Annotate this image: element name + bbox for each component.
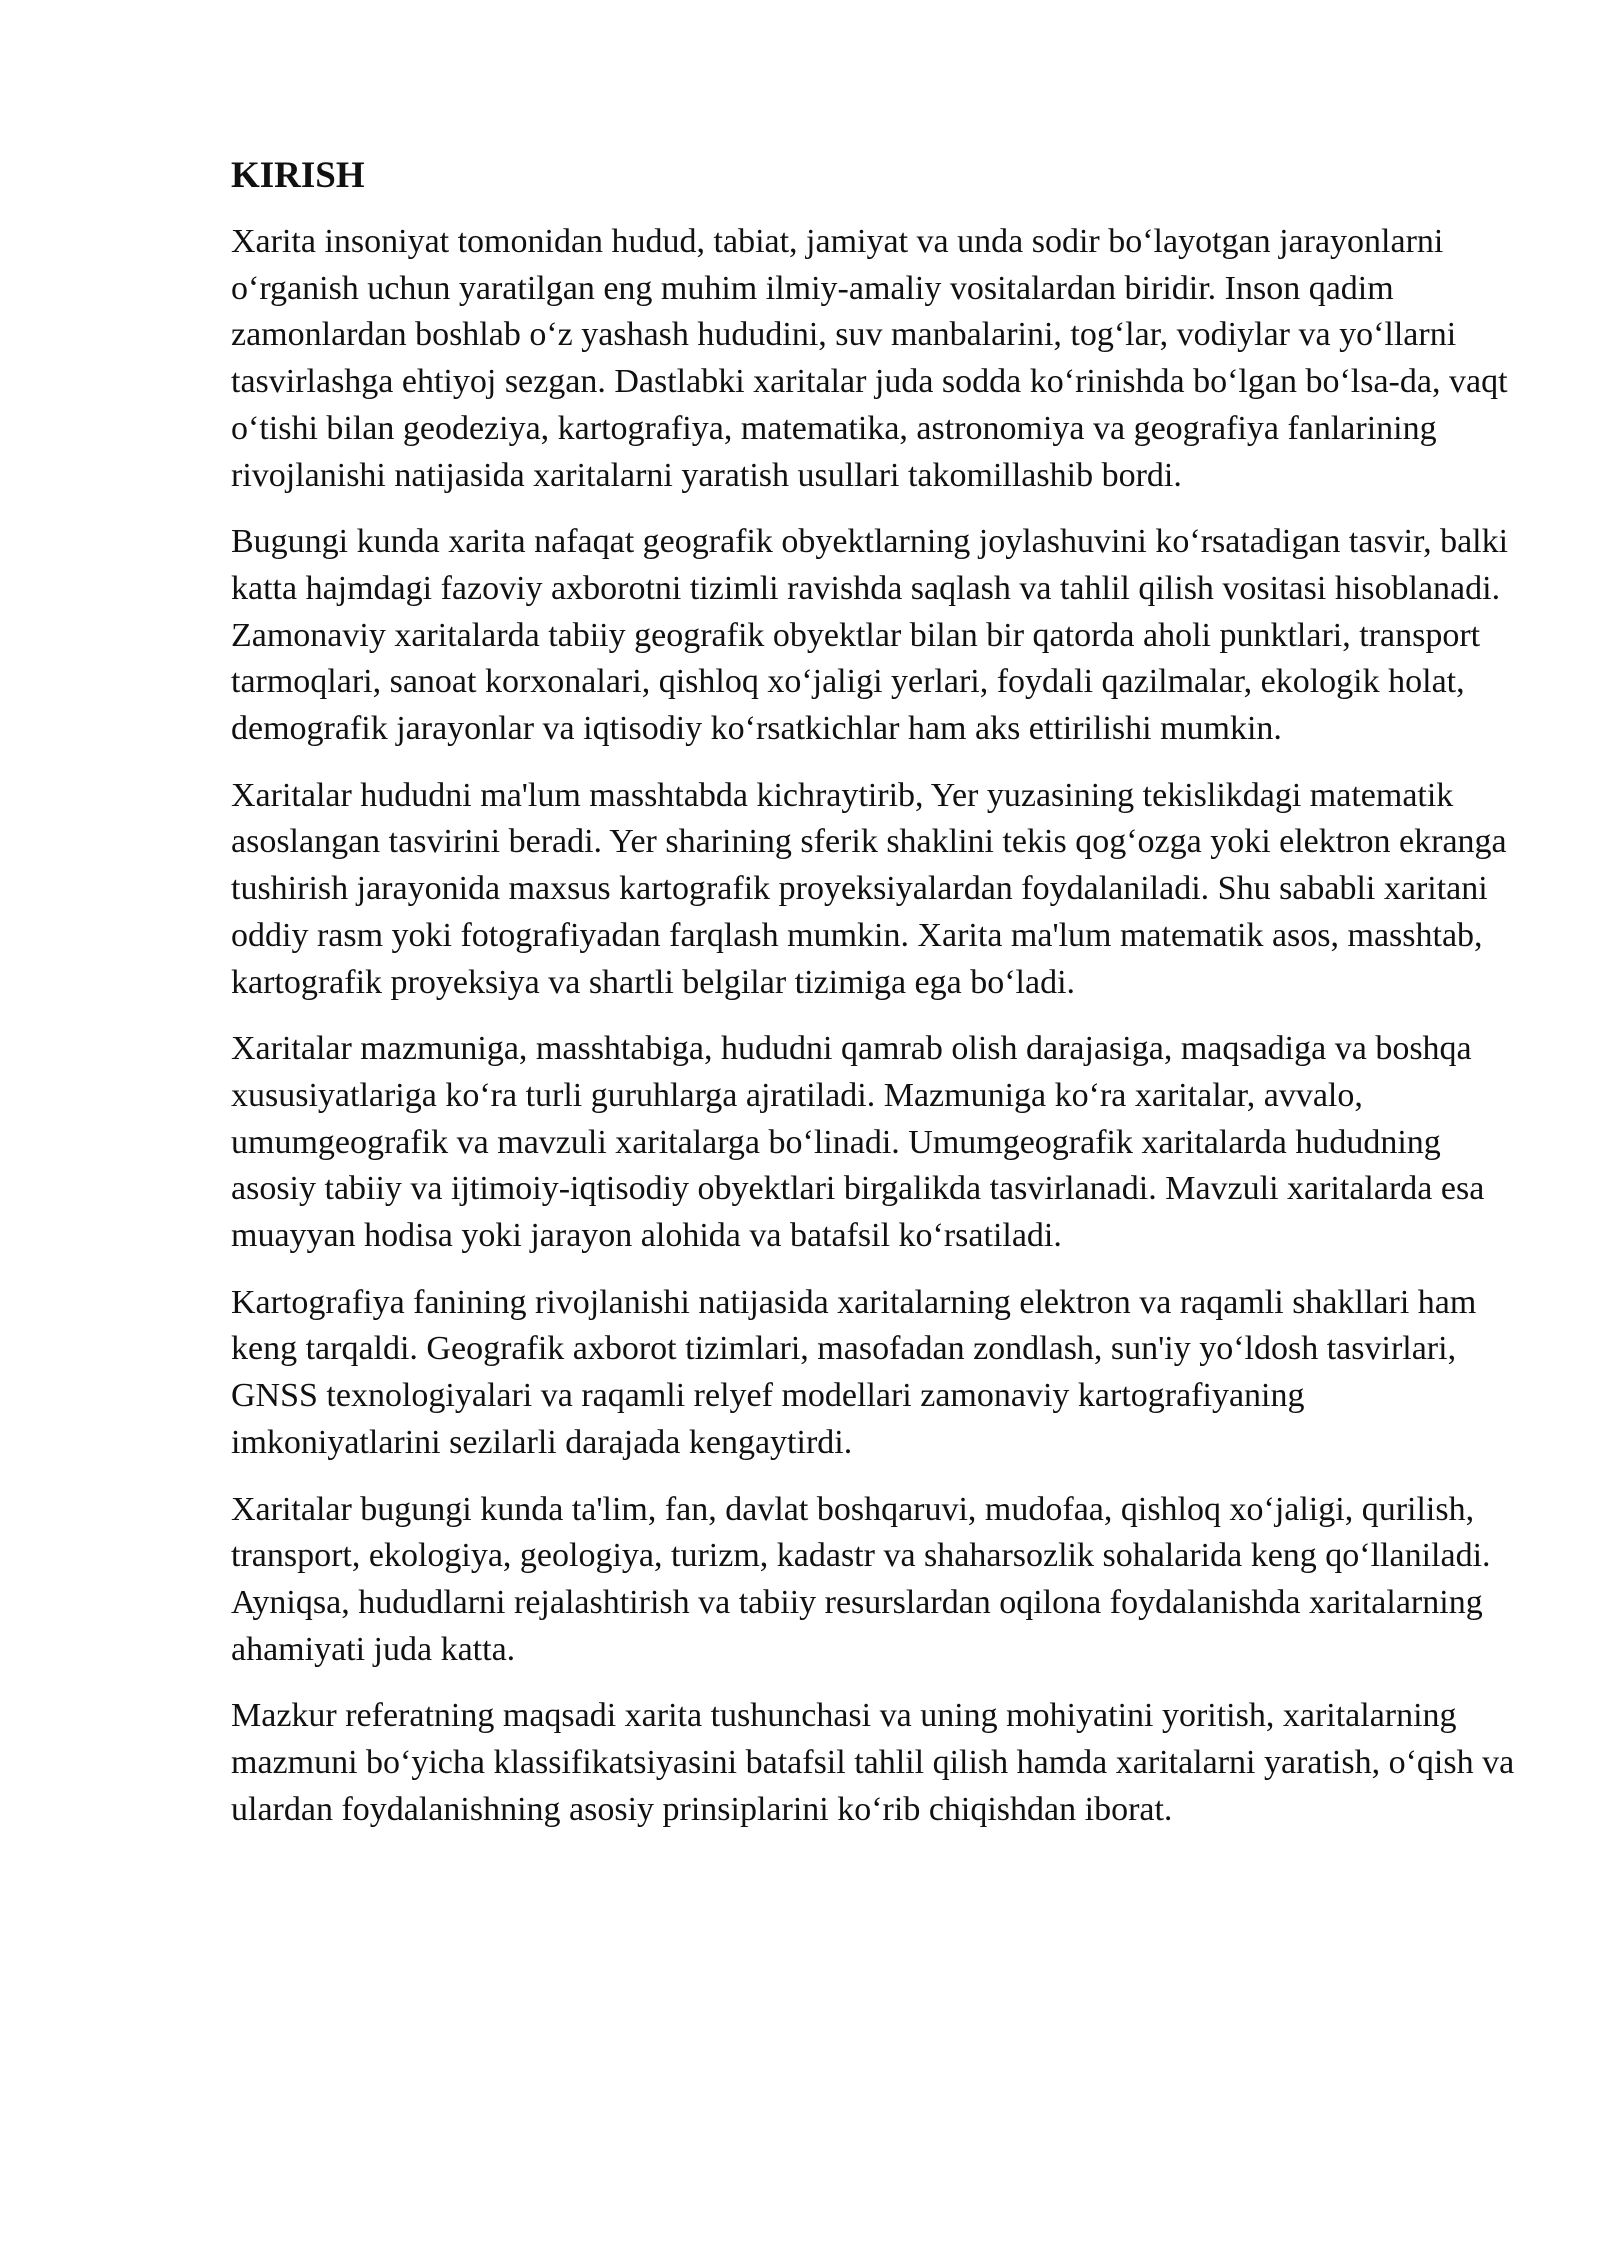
- paragraph-2: Bugungi kunda xarita nafaqat geografik obyektlarning joylashuvini ko‘rsatadigan tasvir, balki katta hajmdagi fazoviy axborotni tizimli ravishda saqlash va tahlil qilish vositasi hisoblanadi. Zamonaviy xaritalarda tabiiy geografik obyektlar bilan bir qatorda aholi punktlari, transport tarmoqlari, sanoat korxonalari, qishloq xo‘jaligi yerlari, foydali qazilmalar, ekologik holat, demografik jarayonlar va iqtisodiy ko‘rsatkichlar ham aks ettirilishi mumkin.: [231, 523, 1509, 748]
- document-body: [231, 152, 1521, 1854]
- paragraph-6: Xaritalar bugungi kunda ta'lim, fan, davlat boshqaruvi, mudofaa, qishloq xo‘jaligi, qurilish, transport, ekologiya, geologiya, turizm, kadastr va shaharsozlik sohalarida keng qo‘llaniladi. Ayniqsa, hududlarni rejalashtirish va tabiiy resurslardan oqilona foydalanishda xaritalarning ahamiyati juda katta.: [231, 1490, 1491, 1668]
- paragraph-4: Xaritalar mazmuniga, masshtabiga, hududni qamrab olish darajasiga, maqsadiga va boshqa xususiyatlariga ko‘ra turli guruhlarga ajratiladi. Mazmuniga ko‘ra xaritalar, avvalo, umumgeografik va mavzuli xaritalarga bo‘linadi. Umumgeografik xaritalarda hududning asosiy tabiiy va ijtimoiy-iqtisodiy obyektlari birgalikda tasvirlanadi. Mavzuli xaritalarda esa muayyan hodisa yoki jarayon alohida va batafsil ko‘rsatiladi.: [231, 1030, 1485, 1255]
- paragraph-1: Xarita insoniyat tomonidan hudud, tabiat, jamiyat va unda sodir bo‘layotgan jarayonlarni o‘rganish uchun yaratilgan eng muhim ilmiy-amaliy vositalardan biridir. Inson qadim zamonlardan boshlab o‘z yashash hududini, suv manbalarini, tog‘lar, vodiylar va yo‘llarni tasvirlashga ehtiyoj sezgan. Dastlabki xaritalar juda sodda ko‘rinishda bo‘lgan bo‘lsa-da, vaqt o‘tishi bilan geodeziya, kartografiya, matematika, astronomiya va geografiya fanlarining rivojlanishi natijasida xaritalarni yaratish usullari takomillashib bordi.: [231, 223, 1508, 494]
- paragraph-3: Xaritalar hududni ma'lum masshtabda kichraytirib, Yer yuzasining tekislikdagi matematik asoslangan tasvirini beradi. Yer sharining sferik shaklini tekis qog‘ozga yoki elektron ekranga tushirish jarayonida maxsus kartografik proyeksiyalardan foydalaniladi. Shu sababli xaritani oddiy rasm yoki fotografiyadan farqlash mumkin. Xarita ma'lum matematik asos, masshtab, kartografik proyeksiya va shartli belgilar tizimiga ega bo‘ladi.: [231, 776, 1507, 1001]
- section-heading: KIRISH: [231, 155, 365, 196]
- paragraph-7: Mazkur referatning maqsadi xarita tushunchasi va uning mohiyatini yoritish, xaritalarning mazmuni bo‘yicha klassifikatsiyasini batafsil tahlil qilish hamda xaritalarni yaratish, o‘qish va ulardan foydalanishning asosiy prinsiplarini ko‘rib chiqishdan iborat.: [231, 1697, 1515, 1828]
- paragraph-5: Kartografiya fanining rivojlanishi natijasida xaritalarning elektron va raqamli shakllari ham keng tarqaldi. Geografik axborot tizimlari, masofadan zondlash, sun'iy yo‘ldosh tasvirlari, GNSS texnologiyalari va raqamli relyef modellari zamonaviy kartografiyaning imkoniyatlarini sezilarli darajada kengaytirdi.: [231, 1283, 1477, 1461]
